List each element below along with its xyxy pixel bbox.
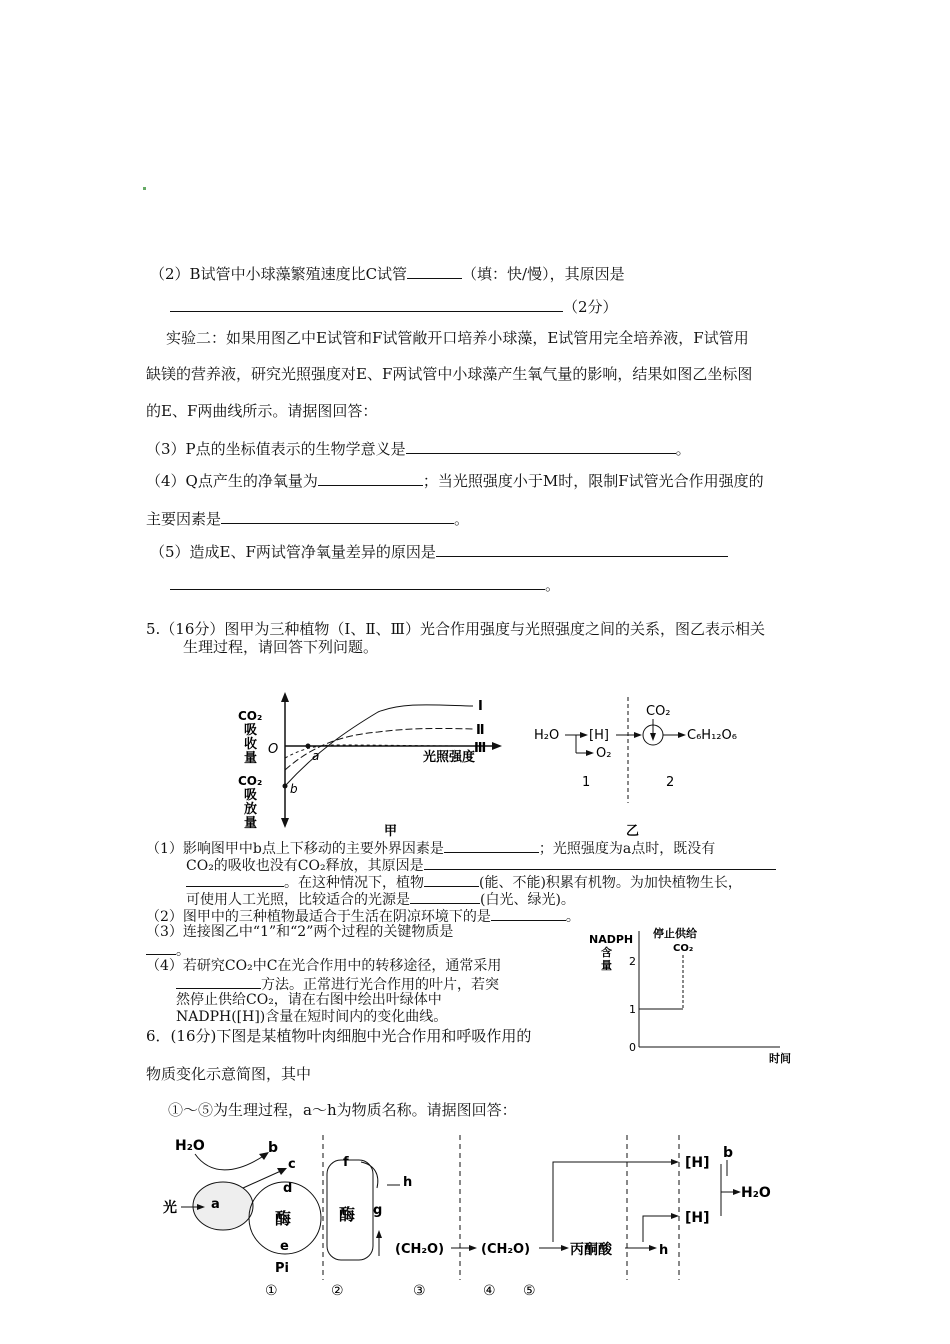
q2-text: （2）B试管中小球藻繁殖速度比C试管 <box>150 265 408 283</box>
arrowhead <box>733 1189 741 1195</box>
pi-label: Pi <box>275 1261 289 1276</box>
y-axis-arrow-down <box>281 818 289 828</box>
arrowhead <box>649 1245 657 1251</box>
q4-line1 <box>146 469 764 491</box>
arrow-f <box>361 1162 378 1188</box>
ytick-2: 2 <box>629 955 636 968</box>
answer-blank[interactable] <box>318 469 423 486</box>
p5-q4-l2: 方法。正常进行光合作用的叶片，若突 <box>261 977 499 993</box>
p5-q1-l4-tail: (白光、绿光)。 <box>480 892 575 908</box>
p5-q3-tail: 。 <box>176 943 190 959</box>
p5-q1-l3b: (能、不能)积累有机物。为加快植物生长， <box>479 875 742 891</box>
g-label: g <box>373 1203 383 1218</box>
arrowhead <box>469 1245 477 1251</box>
answer-blank[interactable] <box>170 295 563 312</box>
q5-tail: 。 <box>545 576 561 594</box>
answer-blank[interactable] <box>436 540 728 557</box>
process-2-label: 2 <box>666 775 675 790</box>
p5-q1-l3: 。在这种情况下，植物 <box>284 875 424 891</box>
exp2-line2: 缺镁的营养液，研究光照强度对E、F两试管中小球藻产生氧气量的影响，结果如图乙坐标图 <box>146 365 753 383</box>
arrow-c <box>243 1170 283 1188</box>
p5-line1: 5.（16分）图甲为三种植物（Ⅰ、Ⅱ、Ⅲ）光合作用强度与光照强度之间的关系，图乙表示相关 <box>146 620 765 638</box>
nadph-ylabel: NADPH <box>589 933 634 946</box>
ylabel-co2-release: CO₂ <box>238 774 263 788</box>
q5-line1 <box>150 540 728 562</box>
ch2o-2-label: (CH₂O) <box>481 1242 531 1257</box>
nadph-chart[interactable] <box>585 925 795 1065</box>
q4-text: （4）Q点产生的净氧量为 <box>146 472 318 490</box>
ylabel-char: 吸 <box>244 723 258 738</box>
answer-blank[interactable] <box>410 890 480 904</box>
ylabel-char: 吸 <box>244 788 258 803</box>
b2-label: b <box>723 1145 734 1161</box>
arrowhead <box>678 732 686 738</box>
answer-blank[interactable] <box>407 262 462 279</box>
arrowhead <box>671 1159 679 1165</box>
q2-line2 <box>170 295 618 317</box>
path-to-h1 <box>553 1162 675 1242</box>
p5-q4-text: （4）若研究CO₂中C在光合作用中的转移途径，通常采用 <box>146 958 502 974</box>
d-label: d <box>283 1181 293 1196</box>
c-label: c <box>288 1157 296 1172</box>
a-label: a <box>211 1197 220 1212</box>
figure-yi <box>530 695 790 840</box>
f-label: f <box>343 1155 349 1170</box>
p6-line2: 物质变化示意简图，其中 <box>146 1065 312 1083</box>
caption-jia: 甲 <box>384 824 398 839</box>
h-out-label: h <box>659 1243 669 1258</box>
series-III-label: Ⅲ <box>474 741 487 756</box>
q2-score: （2分） <box>563 298 618 316</box>
p5-q1-tail: ；光照强度为a点时，既没有 <box>538 841 716 857</box>
arrowhead <box>580 732 588 738</box>
enzyme-2-label: 酶 <box>339 1205 356 1224</box>
answer-blank[interactable] <box>491 907 566 921</box>
figure-6 <box>155 1130 795 1300</box>
p5-q1-l4: 可使用人工光照，比较适合的光源是 <box>186 892 410 908</box>
p5-q4-l4: NADPH([H])含量在短时间内的变化曲线。 <box>176 1009 448 1025</box>
process-3: ③ <box>413 1283 426 1299</box>
arrowhead <box>561 1245 569 1251</box>
p5-q3-text: （3）连接图乙中“1”和“2”两个过程的关键物质是 <box>146 924 454 940</box>
q4-line2-text: 主要因素是 <box>146 510 222 528</box>
o2-label: O₂ <box>596 746 612 761</box>
answer-blank[interactable] <box>170 573 545 590</box>
h2o-label: H₂O <box>534 728 560 743</box>
q2-tail: （填：快/慢），其原因是 <box>462 265 625 283</box>
q3-line <box>146 437 691 459</box>
exp2-line1: 实验二：如果用图乙中E试管和F试管敞开口培养小球藻，E试管用完全培养液，F试管用 <box>166 329 749 347</box>
p5-q2-tail: 。 <box>565 909 580 925</box>
glucose-label: C₆H₁₂O₆ <box>687 728 737 743</box>
q4-mid: ；当光照强度小于M时，限制F试管光合作用强度的 <box>422 472 764 490</box>
enzyme-1-label: 酶 <box>275 1209 292 1228</box>
p5-q4-line1 <box>146 958 501 975</box>
answer-blank[interactable] <box>146 941 176 955</box>
pyruvate-label: 丙酮酸 <box>570 1242 612 1258</box>
e-label: e <box>280 1239 289 1254</box>
ylabel-char: 收 <box>244 737 258 752</box>
p6-line3: ①～⑤为生理过程，a～h为物质名称。请据图回答： <box>168 1101 517 1119</box>
path-to-h2 <box>643 1216 675 1242</box>
ch2o-1-label: (CH₂O) <box>395 1242 445 1257</box>
label-a: a <box>312 749 320 763</box>
arrow-h2o-b <box>195 1154 265 1170</box>
origin-label: O <box>268 742 279 757</box>
arrowhead <box>650 733 656 741</box>
y-axis-arrow-up <box>281 692 289 702</box>
answer-blank[interactable] <box>444 839 539 853</box>
ylabel-char: 量 <box>244 816 258 831</box>
ylabel-char: 放 <box>244 802 258 817</box>
exp2-line3: 的E、F两曲线所示。请据图回答： <box>146 402 378 420</box>
nadph-ylabel-char: 量 <box>601 959 612 972</box>
x-axis-arrow <box>492 742 502 750</box>
p5-q4-l3: 然停止供给CO₂，请在右图中绘出叶绿体中 <box>176 992 442 1008</box>
b-label: b <box>268 1140 279 1156</box>
h-bracket-1: [H] <box>685 1155 710 1171</box>
caption-yi: 乙 <box>626 824 640 839</box>
series-II-label: Ⅱ <box>476 723 485 738</box>
answer-blank[interactable] <box>424 856 776 870</box>
q4-line2 <box>146 507 469 529</box>
p5-q1-text: （1）影响图甲中b点上下移动的主要外界因素是 <box>146 841 444 857</box>
stray-dot <box>143 187 146 190</box>
q3-text: （3）P点的坐标值表示的生物学意义是 <box>146 440 406 458</box>
process-4: ④ <box>483 1283 496 1299</box>
stop-co2-label: 停止供给 <box>653 927 697 940</box>
h-label: h <box>403 1175 413 1190</box>
answer-blank[interactable] <box>424 873 479 887</box>
h-bracket-2: [H] <box>685 1210 710 1226</box>
answer-blank[interactable] <box>406 437 676 454</box>
q3-tail: 。 <box>675 440 691 458</box>
answer-blank[interactable] <box>221 507 454 524</box>
answer-blank[interactable] <box>176 975 261 989</box>
light-label: 光 <box>163 1200 177 1216</box>
answer-blank[interactable] <box>186 873 284 887</box>
process-5: ⑤ <box>523 1283 536 1299</box>
h-bracket-label: [H] <box>589 728 609 743</box>
ytick-1: 1 <box>629 1003 636 1016</box>
series-I-label: Ⅰ <box>478 699 483 714</box>
arrowhead <box>376 1230 382 1238</box>
ylabel-co2: CO₂ <box>238 709 263 723</box>
point-b <box>283 784 288 789</box>
p5-q2-text: （2）图甲中的三种植物最适合于生活在阴凉环境下的是 <box>146 909 491 925</box>
arrowhead <box>586 750 594 756</box>
p5-line2: 生理过程，请回答下列问题。 <box>183 638 379 656</box>
q2-line1 <box>150 262 625 284</box>
q4-tail: 。 <box>454 510 470 528</box>
q5-text: （5）造成E、F两试管净氧量差异的原因是 <box>150 543 436 561</box>
h2o-out-label: H₂O <box>741 1185 771 1201</box>
h2o-label: H₂O <box>175 1138 205 1154</box>
p5-q1-l2: CO₂的吸收也没有CO₂释放，其原因是 <box>186 858 424 874</box>
stop-co2-label2: CO₂ <box>673 943 694 954</box>
point-a <box>306 744 311 749</box>
process-2: ② <box>331 1283 344 1299</box>
figure-jia <box>228 690 508 840</box>
label-b: b <box>290 782 298 796</box>
xlabel: 光照强度 <box>423 750 476 765</box>
process-1: ① <box>265 1283 278 1299</box>
arrowhead <box>671 1213 679 1219</box>
q5-line2 <box>170 573 560 595</box>
p6-line1: 6．(16分)下图是某植物叶肉细胞中光合作用和呼吸作用的 <box>146 1027 532 1045</box>
process-1-label: 1 <box>582 775 591 790</box>
co2-label: CO₂ <box>646 704 671 719</box>
arrowhead <box>634 732 642 738</box>
nadph-xlabel: 时间 <box>769 1052 791 1065</box>
ylabel-char: 量 <box>244 751 258 766</box>
ytick-0: 0 <box>629 1041 636 1054</box>
nadph-ylabel-char: 含 <box>601 946 612 959</box>
